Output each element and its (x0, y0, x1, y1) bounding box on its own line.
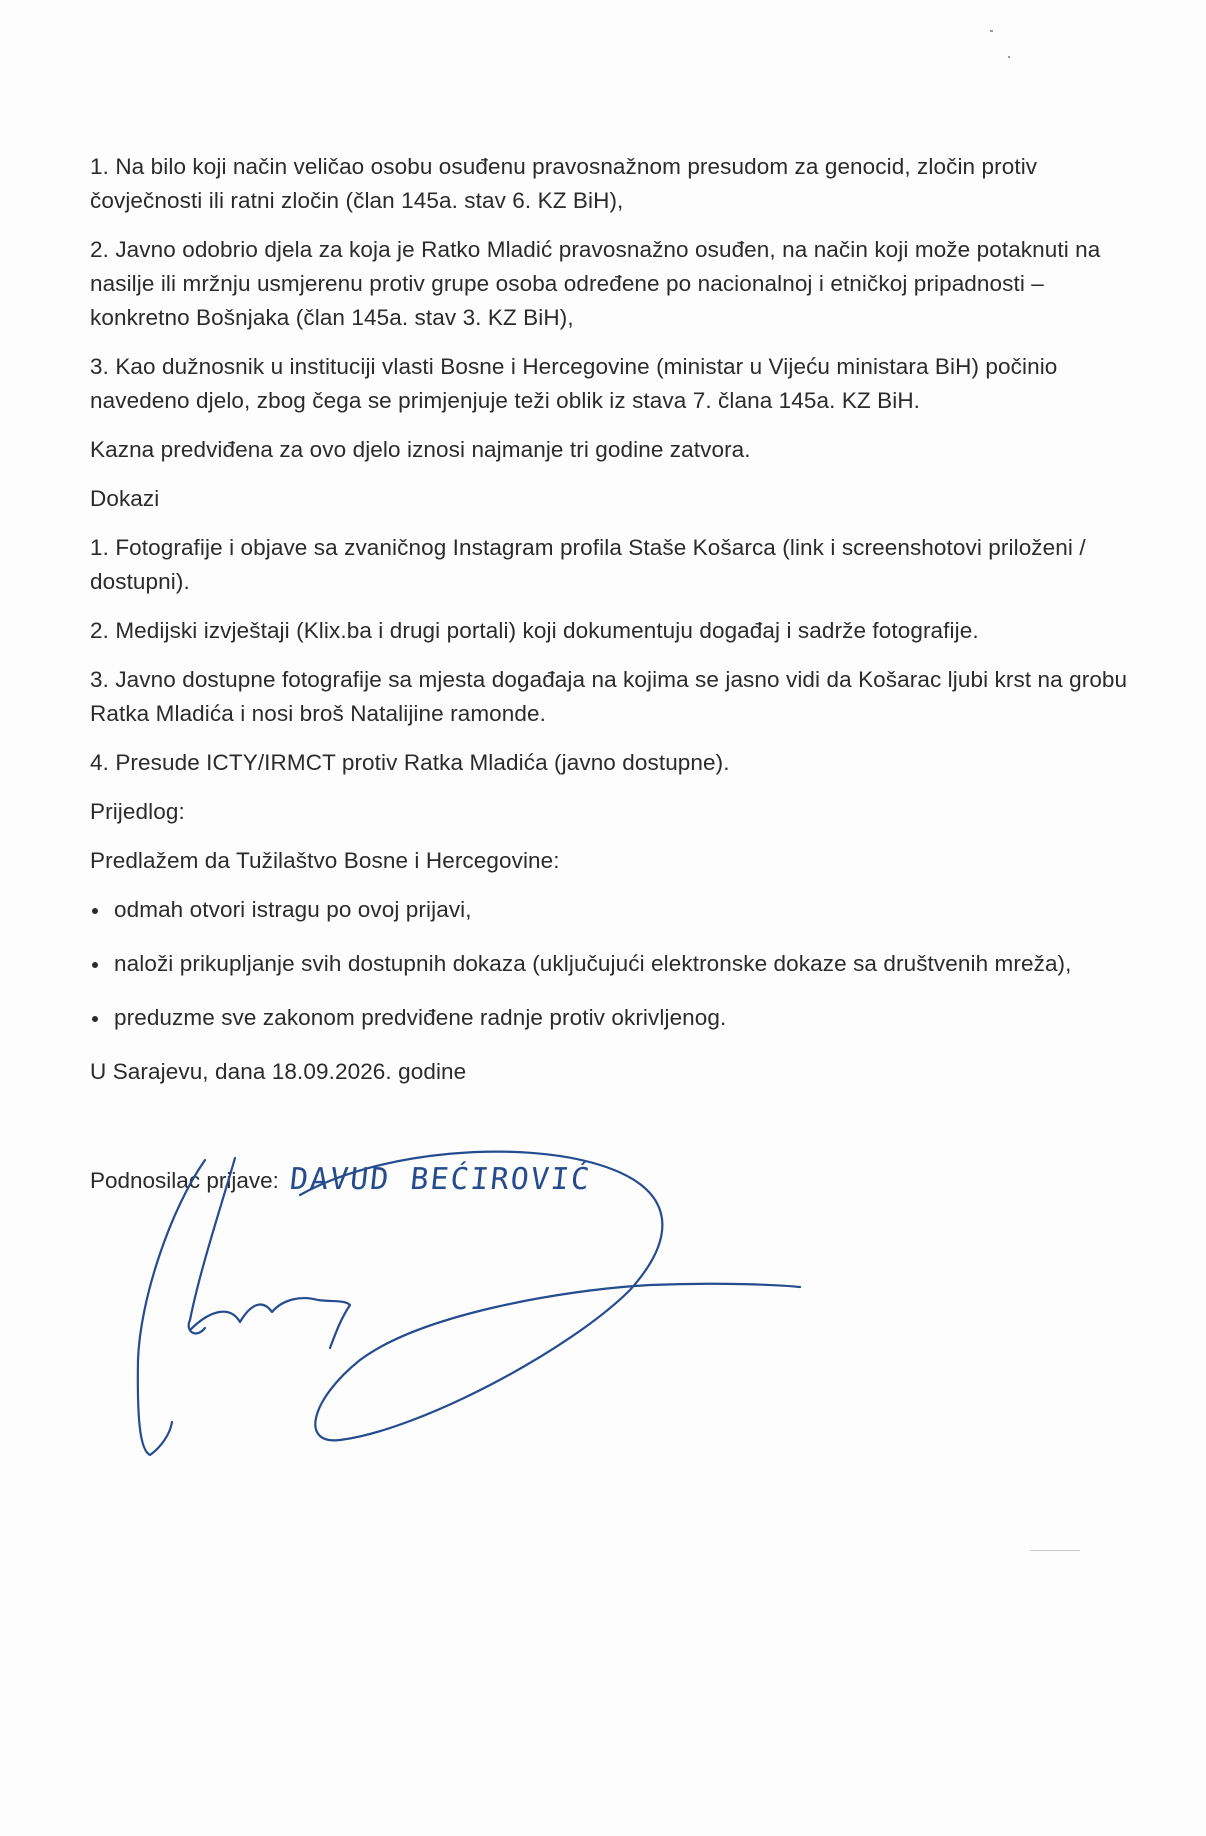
charge-item-3: 3. Kao dužnosnik u instituciji vlasti Bosne i Hercegovine (ministar u Vijeću ministara BiH) počinio navedeno djelo, zbog čega se primjenjuje teži oblik iz stava 7. člana 145a. KZ BiH. (90, 354, 1058, 413)
charge-item-2: 2. Javno odobrio djela za koja je Ratko Mladić pravosnažno osuđen, na način koji može potaknuti na nasilje ili mržnju usmjerenu protiv grupe osoba određene po nacionalnoj i etničkoj pripadnosti – konkretno Bošnjaka (član 145a. stav 3. KZ BiH), (90, 237, 1101, 330)
evidence-item-2: 2. Medijski izvještaji (Klix.ba i drugi portali) koji dokumentuju događaj i sadrže fotografije. (90, 618, 979, 643)
evidence-item-3: 3. Javno dostupne fotografije sa mjesta događaja na kojima se jasno vidi da Košarac ljubi krst na grobu Ratka Mladića i nosi broš Natalijine ramonde. (90, 667, 1128, 726)
document-body (90, 150, 1130, 1089)
signer-label: Podnosilac prijave: (90, 1168, 279, 1193)
scan-speck (990, 30, 993, 32)
place-date: U Sarajevu, dana 18.09.2026. godine (90, 1059, 467, 1084)
charge-item-1: 1. Na bilo koji način veličao osobu osuđenu pravosnažnom presudom za genocid, zločin protiv čovječnosti ili ratni zločin (član 145a. stav 6. KZ BiH), (90, 154, 1038, 213)
scan-speck (1008, 56, 1010, 58)
scan-speck (1030, 1550, 1080, 1551)
penalty-note: Kazna predviđena za ovo djelo iznosi najmanje tri godine zatvora. (90, 437, 751, 462)
handwritten-name: DAVUD BEĆIROVIĆ (288, 1162, 593, 1197)
proposal-bullet-3: preduzme sve zakonom predviđene radnje protiv okrivljenog. (90, 1001, 1130, 1035)
proposal-heading: Prijedlog: (90, 799, 185, 824)
proposal-bullet-1: odmah otvori istragu po ovoj prijavi, (90, 893, 1130, 927)
evidence-heading: Dokazi (90, 486, 160, 511)
evidence-item-1: 1. Fotografije i objave sa zvaničnog Instagram profila Staše Košarca (link i screenshotovi priloženi / dostupni). (90, 535, 1086, 594)
proposal-intro: Predlažem da Tužilaštvo Bosne i Hercegovine: (90, 848, 560, 873)
proposal-bullet-2: naloži prikupljanje svih dostupnih dokaza (uključujući elektronske dokaze sa društvenih mreža), (90, 947, 1130, 981)
evidence-item-4: 4. Presude ICTY/IRMCT protiv Ratka Mladića (javno dostupne). (90, 750, 730, 775)
